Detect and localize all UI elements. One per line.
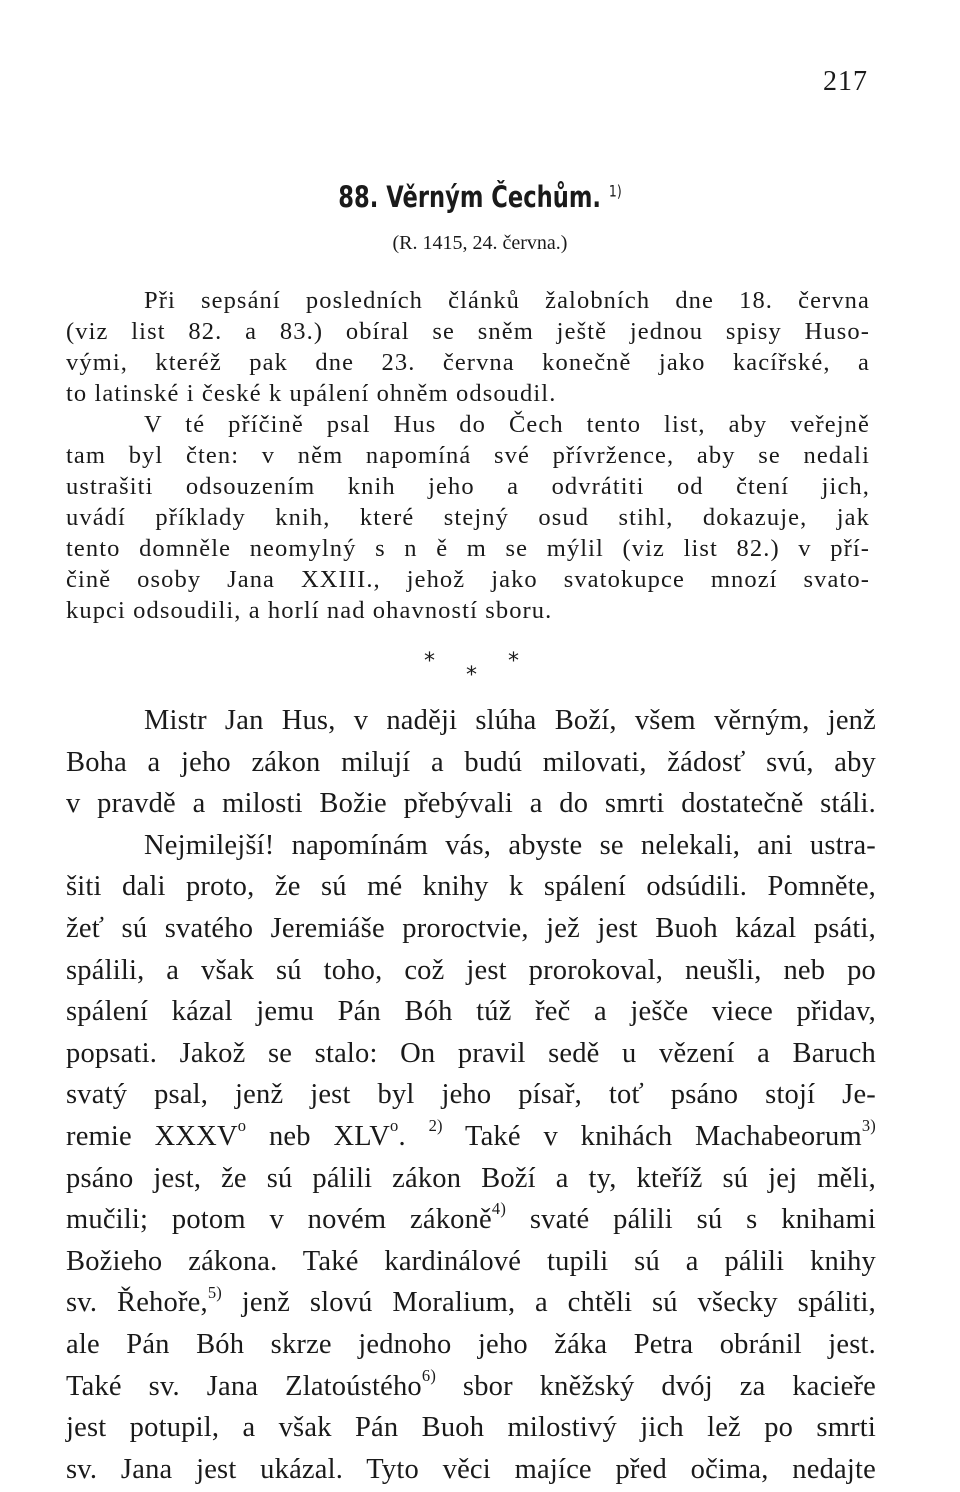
letter-line: [66, 1033, 876, 1075]
letter-text-run: Boha a jeho zákon milují a budú milovati, žádosť svú, aby: [66, 746, 876, 778]
letter-text-run: sv. Řehoře,: [66, 1287, 208, 1319]
letter-text-run: svaté pálili sú s knihami: [506, 1204, 876, 1236]
separator-asterisk: *: [508, 649, 519, 674]
intro-line: kupci odsoudili, a horlí nad ohavností sboru.: [66, 597, 553, 624]
letter-text-run: ale Pán Bóh skrze jednoho jeho žáka Petra obránil jest.: [66, 1328, 876, 1360]
letter-line: [66, 1449, 876, 1491]
intro-line: Při sepsání posledních článků žalobních dne 18. června: [144, 287, 870, 314]
letter-text-run: jest potupil, a však Pán Buoh milostivý jich lež po smrti: [66, 1412, 876, 1444]
letter-title-text: 88. Věrným Čechům.: [338, 180, 602, 214]
letter-text-run: žeť sú svatého Jeremiáše proroctvie, jež jest Buoh kázal psáti,: [66, 912, 876, 944]
letter-text-run: popsati. Jakož se stalo: On pravil sedě u vězení a Baruch: [66, 1037, 876, 1069]
letter-line: [66, 1407, 876, 1449]
footnote-mark: o: [390, 1116, 399, 1136]
letter-line: [66, 1324, 876, 1366]
letter-text-run: svatý psal, jenž jest byl jeho písař, toť psáno stojí Je-: [66, 1079, 876, 1111]
letter-text: [66, 700, 876, 1490]
letter-text-run: Také sv. Jana Zlatoústého: [66, 1370, 422, 1402]
separator-asterisk: *: [466, 663, 477, 688]
letter-line: [66, 991, 876, 1033]
letter-text-run: Mistr Jan Hus, v naději slúha Boží, všem věrným, jenž: [144, 705, 876, 736]
letter-line: [66, 742, 876, 784]
intro-line: uvádí příklady knih, které stejný osud stihl, dokazuje, jak: [66, 504, 870, 531]
letter-line: [66, 866, 876, 908]
footnote-mark: 5): [207, 1282, 222, 1302]
letter-text-run: remie XXXV: [66, 1120, 238, 1152]
intro-line: (viz list 82. a 83.) obíral se sněm ještě jednou spisy Huso-: [66, 318, 870, 345]
letter-title: [106, 180, 855, 214]
intro-line: ustrašiti odsouzením knih jeho a odvrátiti od čtení jich,: [66, 473, 870, 500]
letter-text-run: Také v knihách Machabeorum: [442, 1120, 862, 1152]
letter-line: [66, 1116, 876, 1158]
separator-asterisk: *: [424, 649, 435, 674]
page-number: 217: [823, 66, 868, 97]
section-separator: [0, 645, 960, 688]
letter-text-run: jenž slovú Moralium, a chtěli sú všecky spáliti,: [222, 1287, 876, 1319]
letter-text-run: spálili, a však sú toho, což jest prorokoval, neušli, neb po: [66, 954, 876, 986]
letter-line: [66, 700, 876, 742]
footnote-mark: 3): [861, 1116, 876, 1136]
letter-line: [66, 1199, 876, 1241]
letter-text-run: psáno jest, že sú pálili zákon Boží a ty, kteříž sú jej měli,: [66, 1162, 876, 1194]
footnote-mark: 4): [491, 1199, 507, 1219]
letter-line: [66, 1074, 876, 1116]
intro-line: tam byl čten: v něm napomíná své přívržence, aby se nedali: [66, 442, 870, 469]
letter-text-run: spálení kázal jemu Pán Bóh túž řeč a ješče viece přidav,: [66, 996, 876, 1028]
letter-text-run: v pravdě a milosti Božie přebývali a do smrti dostatečně stáli.: [66, 788, 876, 820]
letter-line: [66, 1158, 876, 1200]
letter-line: [66, 1241, 876, 1283]
letter-text-run: šiti dali proto, že sú mé knihy k spálení odsúdili. Pomněte,: [66, 871, 876, 903]
letter-line: [66, 950, 876, 992]
letter-line: [66, 1366, 876, 1408]
intro-line: tento domněle neomylný s n ě m se mýlil (viz list 82.) v pří-: [66, 535, 870, 562]
editor-introduction: [66, 285, 870, 626]
intro-line: čině osoby Jana XXIII., jehož jako svatokupce mnozí svato-: [66, 566, 870, 593]
intro-line: vými, kteréž pak dne 23. června konečně jako kacířské, a: [66, 349, 870, 376]
letter-line: [66, 783, 876, 825]
letter-line: [66, 908, 876, 950]
intro-line: to latinské i české k upálení ohněm odsoudil.: [66, 380, 557, 407]
letter-text-run: .: [398, 1120, 429, 1152]
letter-text-run: mučili; potom v novém zákoně: [66, 1204, 492, 1236]
letter-text-run: sv. Jana jest ukázal. Tyto věci majíce před očima, nedajte: [66, 1453, 876, 1485]
footnote-mark: 1): [608, 181, 622, 201]
letter-line: [66, 1282, 876, 1324]
letter-date: (R. 1415, 24. června.): [392, 232, 568, 254]
footnote-mark: o: [237, 1116, 247, 1136]
letter-text-run: neb XLV: [246, 1120, 391, 1152]
intro-line: V té příčině psal Hus do Čech tento list, aby veřejně: [144, 411, 870, 438]
letter-text-run: Božieho zákona. Také kardinálové tupili sú a pálili knihy: [66, 1245, 876, 1277]
footnote-mark: 6): [421, 1365, 437, 1385]
footnote-mark: 2): [428, 1116, 443, 1136]
letter-text-run: sbor kněžský dvój za kacieře: [436, 1370, 876, 1402]
letter-line: [66, 825, 876, 867]
letter-text-run: Nejmilejší! napomínám vás, abyste se nelekali, ani ustra-: [144, 829, 876, 861]
